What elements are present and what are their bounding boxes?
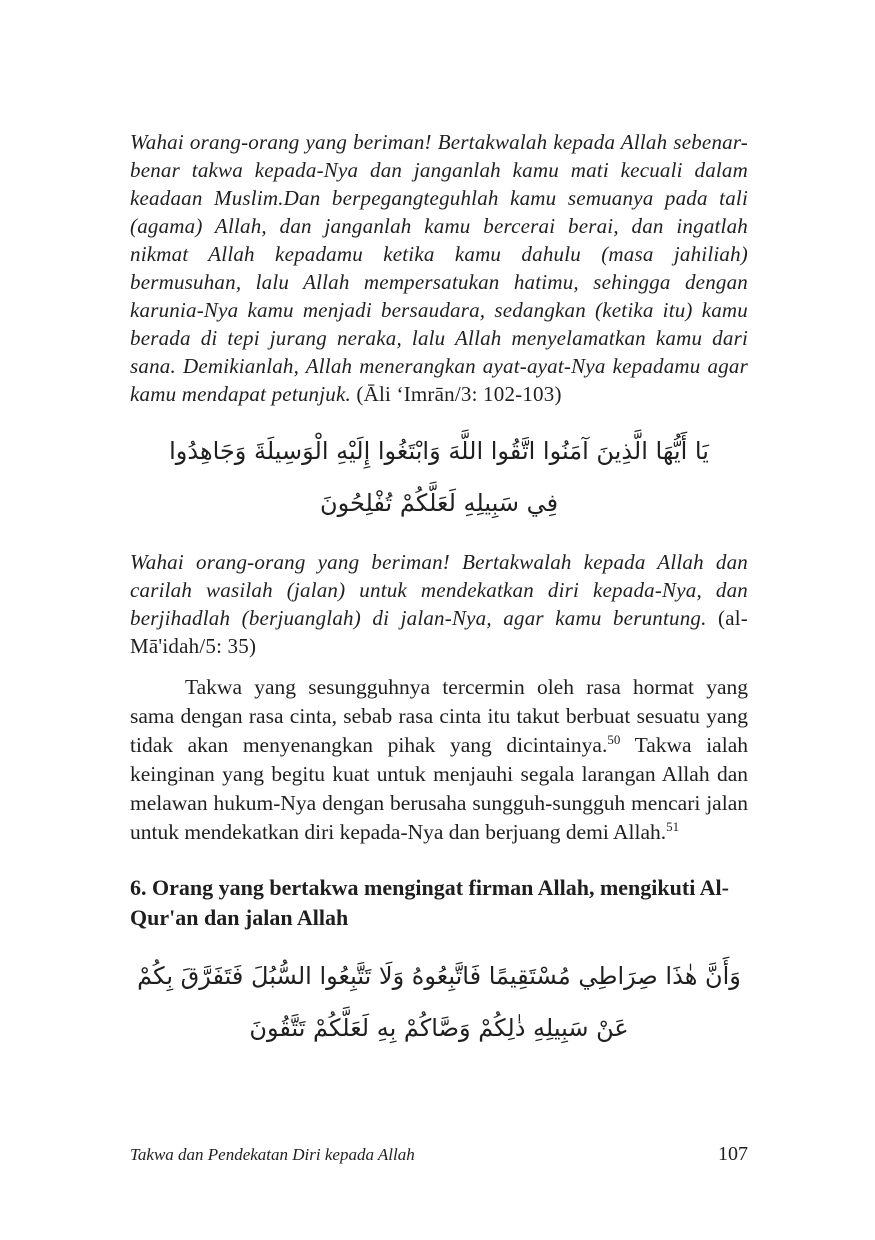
arabic-verse-1 <box>130 425 748 529</box>
arabic-verse-1-line-2: فِي سَبِيلِهِ لَعَلَّكُمْ تُفْلِحُونَ <box>319 489 559 517</box>
quote-2-text: Wahai orang-orang yang beriman! Bertakwalah kepada Allah dan carilah wasilah (jalan) untuk mendekatkan diri kepada-Nya, dan berjihadlah (berjuanglah) di jalan-Nya, agar kamu beruntung. <box>130 550 748 630</box>
footnote-ref-50: 50 <box>607 731 621 747</box>
arabic-verse-2 <box>130 950 748 1054</box>
arabic-verse-2-line-1: وَأَنَّ هٰذَا صِرَاطِي مُسْتَقِيمًا فَاتَّبِعُوهُ وَلَا تَتَّبِعُوا السُّبُلَ فَتَفَرَّقَ بِكُمْ <box>137 962 741 990</box>
quote-1-citation: (Āli ‘Imrān/3: 102-103) <box>356 382 562 406</box>
body-paragraph <box>130 673 748 847</box>
quote-2-citation: (al-Mā'idah/5: 35) <box>130 606 748 658</box>
translation-quote-ali-imran <box>130 128 748 408</box>
body-paragraph-part-2: Takwa ialah keinginan yang begitu kuat untuk menjauhi segala larangan Allah dan melawan hukum-Nya dengan berusaha sungguh-sungguh mencari jalan untuk mendekatkan diri kepada-Nya dan berjuang demi Allah. <box>130 733 748 844</box>
footnote-ref-51: 51 <box>666 818 680 834</box>
running-title: Takwa dan Pendekatan Diri kepada Allah <box>130 1145 415 1164</box>
section-heading: 6. Orang yang bertakwa mengingat firman Allah, mengikuti Al-Qur'an dan jalan Allah <box>130 875 729 930</box>
page-content <box>130 128 748 1073</box>
page-footer <box>130 1143 748 1166</box>
page-number: 107 <box>718 1143 748 1165</box>
body-paragraph-part-1: Takwa yang sesungguhnya tercermin oleh rasa hormat yang sama dengan rasa cinta, sebab rasa cinta itu takut berbuat sesuatu yang tidak akan menyenangkan pihak yang dicintainya. <box>130 675 748 757</box>
translation-quote-al-maidah <box>130 548 748 660</box>
quote-1-text: Wahai orang-orang yang beriman! Bertakwalah kepada Allah sebenar-benar takwa kepada-Nya dan janganlah kamu mati kecuali dalam keadaan Muslim.Dan berpegangteguhlah kamu semuanya pada tali (agama) Allah, dan janganlah kamu bercerai berai, dan ingatlah nikmat Allah kepadamu ketika kamu dahulu (masa jahiliah) bermusuhan, lalu Allah mempersatukan hatimu, sehingga dengan karunia-Nya kamu menjadi bersaudara, sedangkan (ketika itu) kamu berada di tepi jurang neraka, lalu Allah menyelamatkan kamu dari sana. Demikianlah, Allah menerangkan ayat-ayat-Nya kepadamu agar kamu mendapat petunjuk. <box>130 130 748 406</box>
arabic-verse-2-line-2: عَنْ سَبِيلِهِ ذٰلِكُمْ وَصَّاكُمْ بِهِ لَعَلَّكُمْ تَتَّقُونَ <box>249 1014 629 1042</box>
arabic-verse-1-line-1: يَا أَيُّهَا الَّذِينَ آمَنُوا اتَّقُوا اللَّهَ وَابْتَغُوا إِلَيْهِ الْوَسِيلَةَ وَجَاهِدُوا <box>169 437 709 465</box>
